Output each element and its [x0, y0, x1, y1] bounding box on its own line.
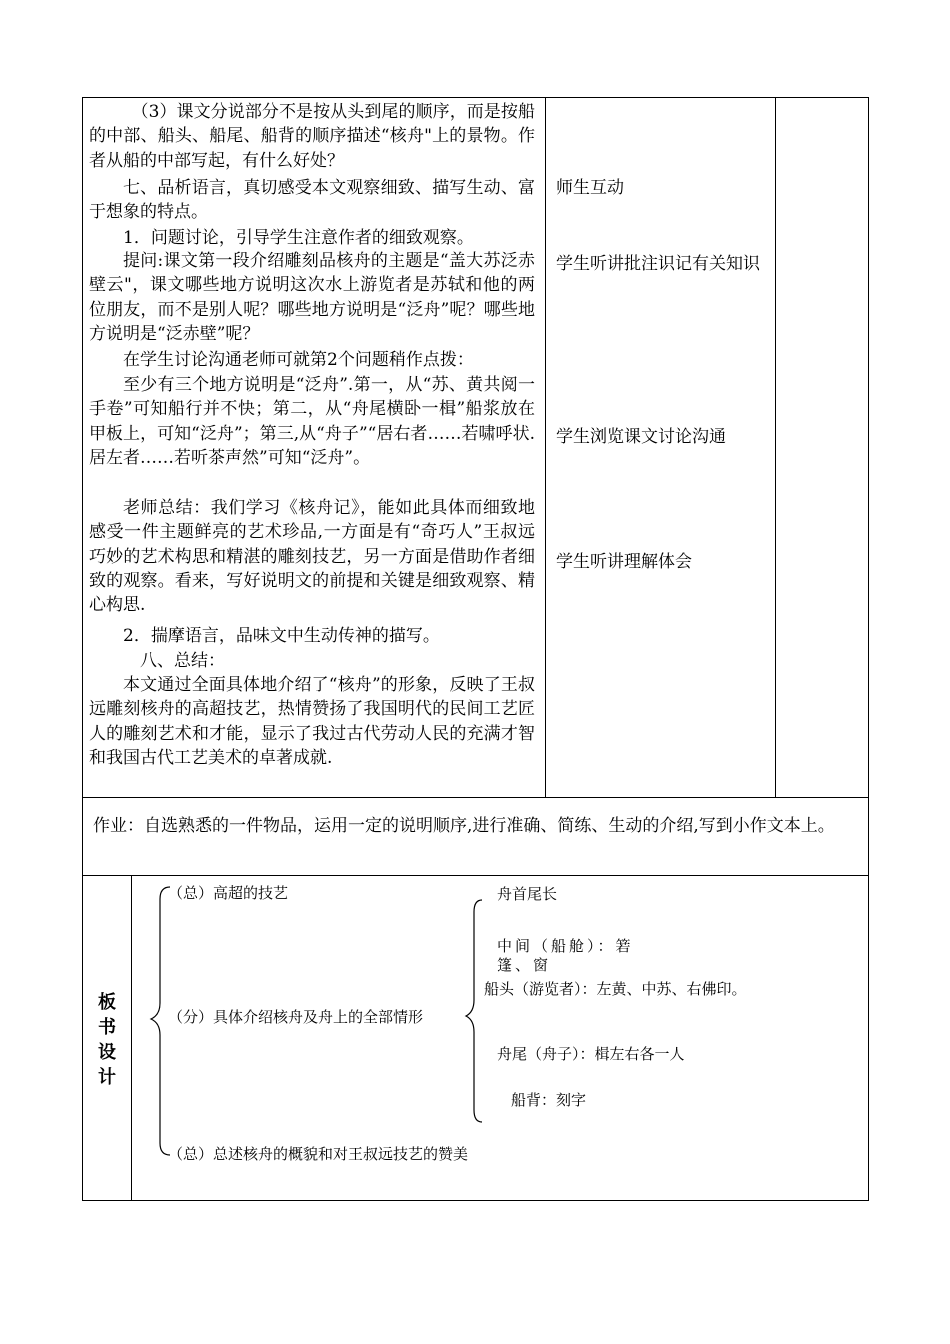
row-divider-1 [82, 797, 869, 798]
board-item-head-tail: 舟首尾长 [497, 885, 558, 903]
table-border-bottom [82, 1200, 869, 1201]
lesson-paragraph-7: 老师总结：我们学习《核舟记》，能如此具体而细致地感受一件主题鲜亮的艺术珍品,一方面是有“奇巧人”王叔远巧妙的艺术构思和精湛的雕刻技艺，另一方面是借助作者细致的观察。看来，写好说明文的前提和关键是细致观察、精心构思. [89, 498, 535, 616]
board-item-stern: 舟尾（舟子）：楫左右各一人 [497, 1045, 685, 1063]
activity-interaction: 师生互动 [556, 178, 624, 198]
lesson-paragraph-1: （3）课文分说部分不是按从头到尾的顺序，而是按船的中部、船头、船尾、船背的顺序描述“核舟"上的景物。作者从船的中部写起，有什么好处？ [89, 102, 535, 171]
table-border-top [82, 97, 869, 98]
activity-understand: 学生听讲理解体会 [556, 552, 692, 572]
lesson-paragraph-3: 1．问题讨论，引导学生注意作者的细致观察。 [123, 228, 474, 248]
board-item-bow: 船头（游览者）：左黄、中苏、右佛印。 [484, 980, 747, 998]
board-item-middle: 中间（船舱）：箬篷、窗 [497, 937, 634, 974]
activity-annotate: 学生听讲批注识记有关知识 [556, 254, 760, 274]
row-divider-2 [82, 875, 869, 876]
lesson-paragraph-5: 在学生讨论沟通老师可就第2个问题稍作点拨： [123, 350, 474, 370]
lesson-paragraph-4: 提问:课文第一段介绍雕刻品核舟的主题是“盖大苏泛赤壁云"，课文哪些地方说明这次水上游览者是苏轼和他的两位朋友，而不是别人呢？哪些地方说明是“泛舟”呢？哪些地方说明是“泛赤壁”呢？ [89, 251, 535, 344]
column-divider-2 [775, 97, 776, 798]
table-border-left [82, 97, 83, 1201]
table-border-right [868, 97, 869, 1201]
board-item-back: 船背：刻字 [511, 1091, 587, 1109]
inner-brace [462, 898, 492, 1128]
board-design-label: 板书设计 [98, 992, 116, 1088]
board-label-divider [131, 875, 132, 1201]
board-total-top: （总）高超的技艺 [168, 884, 289, 902]
activity-discuss: 学生浏览课文讨论沟通 [556, 427, 726, 447]
lesson-paragraph-8: 2．揣摩语言，品味文中生动传神的描写。 [123, 626, 440, 646]
lesson-paragraph-6: 至少有三个地方说明是“泛舟”.第一，从“苏、黄共阅一手卷”可知船行并不快；第二，从“舟尾横卧一楫”船浆放在甲板上，可知“泛舟”；第三,从“舟子”“居右者……若啸呼状.居左者……若听茶声然”可知“泛舟”。 [89, 375, 535, 468]
board-part: （分）具体介绍核舟及舟上的全部情形 [168, 1008, 424, 1026]
column-divider-1 [545, 97, 546, 798]
lesson-paragraph-10: 本文通过全面具体地介绍了“核舟”的形象，反映了王叔远雕刻核舟的高超技艺，热情赞扬了我国明代的民间工艺匠人的雕刻艺术和才能，显示了我过古代劳动人民的充满才智和我国古代工艺美术的卓著成就. [89, 675, 535, 768]
lesson-paragraph-2: 七、品析语言，真切感受本文观察细致、描写生动、富于想象的特点。 [89, 178, 535, 223]
homework-text: 作业：自选熟悉的一件物品，运用一定的说明顺序,进行准确、简练、生动的介绍,写到小作文本上。 [93, 816, 835, 836]
lesson-paragraph-9: 八、总结： [140, 651, 225, 671]
board-total-bottom: （总）总述核舟的概貌和对王叔远技艺的赞美 [168, 1145, 469, 1163]
